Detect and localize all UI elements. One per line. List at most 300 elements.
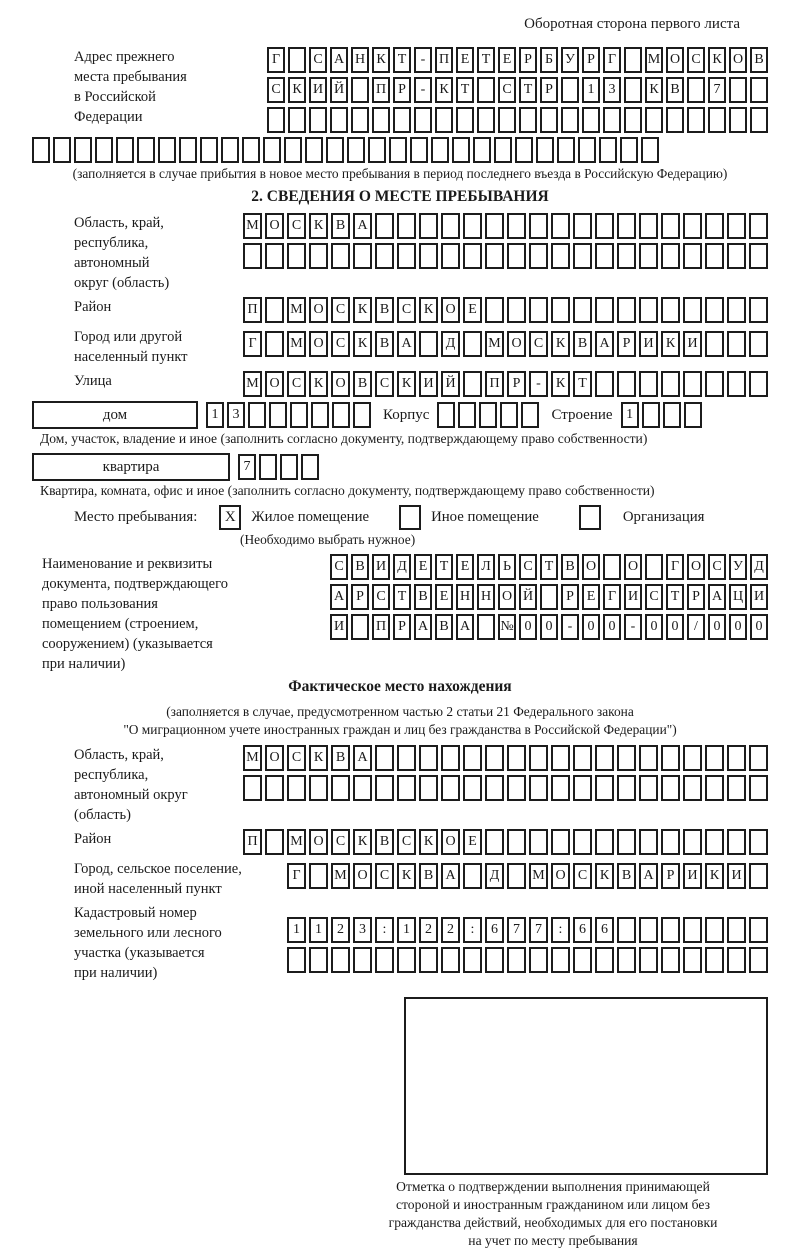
- char-cell: [473, 137, 491, 163]
- option-zhiloe-label: Жилое помещение: [251, 509, 370, 526]
- char-cell: 7: [529, 917, 548, 943]
- char-cell: В: [750, 47, 768, 73]
- char-cell: [441, 243, 460, 269]
- char-cell: 1: [397, 917, 416, 943]
- char-cell: [477, 107, 495, 133]
- label-line: Город или другой: [74, 329, 183, 346]
- char-cell: С: [372, 584, 390, 610]
- actual-region-label: [32, 745, 188, 825]
- char-cell: [397, 243, 416, 269]
- char-cell: [727, 775, 746, 801]
- char-cell: [551, 297, 570, 323]
- char-cell: [116, 137, 134, 163]
- char-cell: О: [265, 745, 284, 771]
- label-line: (область): [74, 807, 131, 824]
- char-cell: 2: [441, 917, 460, 943]
- char-cell: [683, 371, 702, 397]
- char-cell: 2: [419, 917, 438, 943]
- char-cell: А: [330, 584, 348, 610]
- char-cell: [507, 213, 526, 239]
- label-line: автономный округ: [74, 787, 188, 804]
- char-cell: [749, 917, 768, 943]
- char-cell: [287, 775, 306, 801]
- char-cell: [683, 917, 702, 943]
- char-cell: [265, 297, 284, 323]
- char-cell: [684, 402, 702, 428]
- char-cell: [595, 243, 614, 269]
- char-cell: [305, 137, 323, 163]
- char-cell: [727, 371, 746, 397]
- char-cell: №: [498, 614, 516, 640]
- char-cell: А: [397, 331, 416, 357]
- char-cell: С: [330, 554, 348, 580]
- stay-type-label: Место пребывания:: [74, 509, 198, 526]
- char-row: [330, 554, 768, 580]
- char-cell: М: [243, 745, 262, 771]
- char-cell: [683, 297, 702, 323]
- char-cell: С: [331, 331, 350, 357]
- char-cell: [529, 775, 548, 801]
- char-cell: [729, 107, 747, 133]
- char-cell: [661, 297, 680, 323]
- char-cell: К: [397, 863, 416, 889]
- char-cell: [617, 745, 636, 771]
- char-cell: Г: [243, 331, 262, 357]
- label-line: Область, край,: [74, 215, 164, 232]
- char-cell: [687, 107, 705, 133]
- caption-line: на учет по месту пребывания: [468, 1233, 638, 1249]
- char-cell: С: [287, 371, 306, 397]
- region-label: [32, 213, 169, 293]
- char-cell: О: [265, 371, 284, 397]
- char-cell: У: [561, 47, 579, 73]
- actual-region-field: [32, 745, 768, 825]
- korpus-label: Корпус: [383, 406, 430, 423]
- actual-location-note-1: (заполняется в случае, предусмотренном частью 2 статьи 21 Федерального закона: [166, 704, 634, 720]
- char-cell: [452, 137, 470, 163]
- char-cell: [265, 829, 284, 855]
- char-cell: [639, 745, 658, 771]
- char-cell: [683, 829, 702, 855]
- char-cell: О: [331, 371, 350, 397]
- char-cell: [661, 243, 680, 269]
- char-row: [437, 402, 539, 428]
- char-cell: И: [419, 371, 438, 397]
- char-cell: В: [573, 331, 592, 357]
- stamp-area: [32, 997, 768, 1175]
- char-row: [243, 745, 768, 771]
- char-cell: [485, 243, 504, 269]
- char-cell: [419, 947, 438, 973]
- char-cell: 6: [595, 917, 614, 943]
- char-cell: [599, 137, 617, 163]
- char-cell: Е: [582, 584, 600, 610]
- house-type-label: дом: [102, 406, 128, 423]
- char-cell: [507, 297, 526, 323]
- char-cell: [551, 829, 570, 855]
- char-cell: В: [419, 863, 438, 889]
- char-cell: [729, 77, 747, 103]
- cadastral-label: [32, 903, 222, 983]
- char-cell: О: [309, 297, 328, 323]
- char-cell: [749, 829, 768, 855]
- char-cell: [280, 454, 298, 480]
- document-rows: [330, 554, 768, 640]
- char-cell: Р: [561, 584, 579, 610]
- char-cell: [705, 917, 724, 943]
- char-cell: К: [661, 331, 680, 357]
- char-cell: Т: [456, 77, 474, 103]
- char-cell: [463, 947, 482, 973]
- char-cell: [639, 297, 658, 323]
- char-cell: [617, 297, 636, 323]
- char-cell: 1: [621, 402, 639, 428]
- char-cell: [749, 371, 768, 397]
- char-cell: В: [617, 863, 636, 889]
- char-cell: М: [243, 213, 262, 239]
- char-cell: Д: [393, 554, 411, 580]
- char-cell: [290, 402, 308, 428]
- char-cell: И: [683, 331, 702, 357]
- char-cell: Т: [393, 47, 411, 73]
- char-cell: А: [456, 614, 474, 640]
- char-cell: [437, 402, 455, 428]
- city-label: [32, 327, 188, 367]
- char-cell: И: [372, 554, 390, 580]
- char-cell: [458, 402, 476, 428]
- char-cell: [727, 947, 746, 973]
- char-cell: А: [353, 213, 372, 239]
- apartment-type-label: квартира: [102, 458, 160, 475]
- char-cell: О: [687, 554, 705, 580]
- char-row: [243, 297, 768, 323]
- char-cell: [287, 947, 306, 973]
- char-cell: Й: [441, 371, 460, 397]
- char-cell: [515, 137, 533, 163]
- char-cell: Р: [617, 331, 636, 357]
- char-cell: [595, 947, 614, 973]
- char-cell: С: [498, 77, 516, 103]
- char-cell: [595, 829, 614, 855]
- char-cell: [441, 745, 460, 771]
- apartment-caption: Квартира, комната, офис и иное (заполнить согласно документу, подтверждающему право собственности): [40, 483, 655, 499]
- char-cell: А: [330, 47, 348, 73]
- char-cell: [557, 137, 575, 163]
- char-cell: [661, 829, 680, 855]
- char-cell: [284, 137, 302, 163]
- char-cell: [463, 863, 482, 889]
- char-cell: [375, 213, 394, 239]
- char-cell: [311, 402, 329, 428]
- char-cell: [639, 947, 658, 973]
- char-cell: П: [372, 614, 390, 640]
- char-cell: 1: [287, 917, 306, 943]
- char-cell: Г: [287, 863, 306, 889]
- char-cell: [595, 213, 614, 239]
- char-cell: О: [624, 554, 642, 580]
- char-cell: [727, 331, 746, 357]
- char-cell: [603, 107, 621, 133]
- char-cell: [578, 137, 596, 163]
- char-cell: П: [372, 77, 390, 103]
- char-cell: [639, 829, 658, 855]
- char-cell: [309, 947, 328, 973]
- char-cell: [375, 745, 394, 771]
- char-cell: Е: [456, 47, 474, 73]
- char-cell: [617, 371, 636, 397]
- char-row: [243, 331, 768, 357]
- char-cell: [521, 402, 539, 428]
- char-cell: К: [353, 297, 372, 323]
- char-cell: Д: [750, 554, 768, 580]
- char-cell: П: [243, 829, 262, 855]
- char-cell: [624, 77, 642, 103]
- char-cell: Т: [573, 371, 592, 397]
- char-row: [267, 107, 768, 133]
- char-cell: [551, 213, 570, 239]
- char-cell: [441, 947, 460, 973]
- char-cell: 3: [603, 77, 621, 103]
- label-line: сооружением) (указывается: [42, 636, 213, 653]
- char-cell: Т: [393, 584, 411, 610]
- char-cell: [389, 137, 407, 163]
- char-cell: Е: [463, 829, 482, 855]
- char-cell: Г: [666, 554, 684, 580]
- label-line: округ (область): [74, 275, 170, 292]
- char-cell: [95, 137, 113, 163]
- char-cell: [573, 243, 592, 269]
- caption-line: гражданства действий, необходимых для его постановки: [388, 1215, 718, 1231]
- char-cell: [479, 402, 497, 428]
- char-cell: 0: [729, 614, 747, 640]
- apartment-type-box: [32, 453, 230, 481]
- char-cell: С: [267, 77, 285, 103]
- char-cell: [331, 243, 350, 269]
- char-cell: Е: [463, 297, 482, 323]
- char-cell: [507, 775, 526, 801]
- char-cell: [288, 47, 306, 73]
- char-cell: О: [441, 829, 460, 855]
- actual-region-rows: [243, 745, 768, 801]
- char-cell: [573, 745, 592, 771]
- char-cell: [639, 775, 658, 801]
- char-cell: В: [561, 554, 579, 580]
- char-cell: Л: [477, 554, 495, 580]
- char-cell: [617, 917, 636, 943]
- char-cell: [617, 829, 636, 855]
- char-cell: [573, 829, 592, 855]
- char-cell: [529, 745, 548, 771]
- label-line: места пребывания: [74, 69, 187, 85]
- char-cell: [551, 243, 570, 269]
- char-cell: [414, 107, 432, 133]
- char-cell: Й: [519, 584, 537, 610]
- char-cell: Е: [414, 554, 432, 580]
- char-cell: [603, 554, 621, 580]
- char-cell: [309, 775, 328, 801]
- char-cell: С: [519, 554, 537, 580]
- char-cell: [661, 371, 680, 397]
- char-cell: К: [645, 77, 663, 103]
- district-label: [32, 297, 111, 317]
- char-cell: К: [419, 829, 438, 855]
- char-cell: [639, 917, 658, 943]
- char-cell: [573, 947, 592, 973]
- char-cell: К: [288, 77, 306, 103]
- char-cell: [705, 213, 724, 239]
- actual-district-field: [32, 829, 768, 855]
- char-cell: С: [287, 213, 306, 239]
- char-cell: [561, 77, 579, 103]
- char-cell: [749, 243, 768, 269]
- char-cell: Т: [477, 47, 495, 73]
- char-cell: Е: [498, 47, 516, 73]
- label-line: земельного или лесного: [74, 925, 222, 942]
- char-cell: [663, 402, 681, 428]
- char-cell: [551, 947, 570, 973]
- char-cell: -: [414, 47, 432, 73]
- char-cell: [507, 863, 526, 889]
- char-cell: Р: [393, 77, 411, 103]
- char-cell: [309, 243, 328, 269]
- char-row: [621, 402, 702, 428]
- char-cell: [705, 371, 724, 397]
- char-cell: [529, 947, 548, 973]
- label-line: Район: [74, 831, 112, 848]
- char-cell: [727, 917, 746, 943]
- char-cell: [595, 775, 614, 801]
- char-cell: [353, 947, 372, 973]
- char-cell: [351, 77, 369, 103]
- char-cell: [683, 775, 702, 801]
- char-cell: [507, 243, 526, 269]
- char-cell: А: [414, 614, 432, 640]
- char-cell: С: [331, 297, 350, 323]
- char-cell: [705, 775, 724, 801]
- char-cell: [485, 829, 504, 855]
- actual-city-label: [32, 859, 242, 899]
- char-cell: [645, 554, 663, 580]
- char-cell: Г: [267, 47, 285, 73]
- char-cell: [661, 213, 680, 239]
- char-row: [287, 947, 768, 973]
- char-cell: О: [551, 863, 570, 889]
- char-cell: 0: [750, 614, 768, 640]
- char-row: [243, 213, 768, 239]
- char-cell: [683, 243, 702, 269]
- char-cell: [507, 745, 526, 771]
- checkbox-organizaciya: [579, 505, 601, 530]
- label-line: при наличии): [42, 656, 126, 673]
- char-cell: В: [353, 371, 372, 397]
- label-line: при наличии): [74, 965, 158, 982]
- actual-district-label: [32, 829, 111, 849]
- char-cell: 0: [645, 614, 663, 640]
- option-inoe-label: Иное помещение: [431, 509, 539, 526]
- char-row: [243, 775, 768, 801]
- char-cell: 3: [227, 402, 245, 428]
- char-cell: [645, 107, 663, 133]
- label-line: Кадастровый номер: [74, 905, 197, 922]
- char-cell: [749, 775, 768, 801]
- char-cell: [353, 243, 372, 269]
- char-cell: 0: [582, 614, 600, 640]
- char-cell: [265, 243, 284, 269]
- label-line: Наименование и реквизиты: [42, 556, 213, 573]
- char-cell: [529, 829, 548, 855]
- char-cell: [74, 137, 92, 163]
- prev-address-label: [32, 47, 187, 127]
- label-line: республика,: [74, 235, 149, 252]
- char-cell: [705, 829, 724, 855]
- char-cell: [441, 213, 460, 239]
- char-cell: [267, 107, 285, 133]
- char-cell: [683, 745, 702, 771]
- char-cell: [641, 137, 659, 163]
- char-cell: 7: [507, 917, 526, 943]
- char-cell: М: [243, 371, 262, 397]
- label-line: Район: [74, 299, 112, 316]
- char-cell: [351, 614, 369, 640]
- char-cell: М: [529, 863, 548, 889]
- char-cell: М: [331, 863, 350, 889]
- char-cell: [200, 137, 218, 163]
- char-cell: [582, 107, 600, 133]
- char-cell: [243, 775, 262, 801]
- char-cell: О: [309, 829, 328, 855]
- char-cell: [456, 107, 474, 133]
- char-cell: К: [551, 331, 570, 357]
- char-cell: А: [353, 745, 372, 771]
- char-cell: Т: [519, 77, 537, 103]
- char-cell: [661, 947, 680, 973]
- char-cell: [137, 137, 155, 163]
- char-cell: [485, 947, 504, 973]
- char-cell: [750, 77, 768, 103]
- char-cell: -: [624, 614, 642, 640]
- char-cell: :: [463, 917, 482, 943]
- page-side-note: Оборотная сторона первого листа: [524, 16, 740, 32]
- char-cell: [749, 863, 768, 889]
- char-cell: Г: [603, 47, 621, 73]
- char-cell: -: [561, 614, 579, 640]
- char-cell: [485, 213, 504, 239]
- char-cell: 6: [485, 917, 504, 943]
- char-cell: О: [507, 331, 526, 357]
- char-cell: Ц: [729, 584, 747, 610]
- char-cell: И: [309, 77, 327, 103]
- char-cell: [463, 243, 482, 269]
- char-cell: С: [331, 829, 350, 855]
- char-cell: [419, 213, 438, 239]
- char-cell: [431, 137, 449, 163]
- char-cell: Р: [351, 584, 369, 610]
- char-cell: [727, 213, 746, 239]
- char-cell: [561, 107, 579, 133]
- char-cell: Р: [393, 614, 411, 640]
- label-line: иной населенный пункт: [74, 881, 222, 898]
- document-field: [32, 554, 768, 674]
- char-row: [330, 584, 768, 610]
- char-cell: [705, 331, 724, 357]
- caption-line: стороной и иностранным гражданином или лицом без: [396, 1197, 710, 1213]
- char-cell: С: [375, 371, 394, 397]
- char-cell: [705, 947, 724, 973]
- option-organizaciya-label: Организация: [622, 509, 705, 526]
- char-cell: [330, 107, 348, 133]
- char-cell: В: [375, 829, 394, 855]
- char-cell: К: [309, 371, 328, 397]
